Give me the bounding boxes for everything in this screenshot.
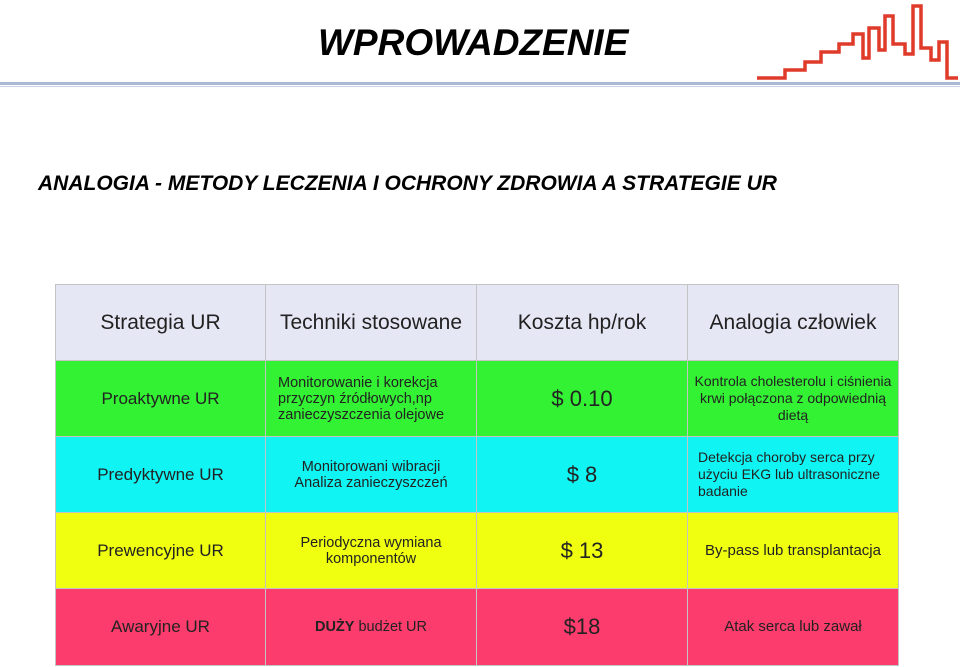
header-analogy: Analogia człowiek	[688, 285, 899, 361]
header-divider	[0, 82, 960, 85]
techniques-line: Monitorowani wibracji	[301, 458, 441, 475]
cell-analogy: Detekcja choroby serca przy użyciu EKG lub ultrasoniczne badanie	[688, 437, 899, 513]
cell-analogy: Atak serca lub zawał	[688, 589, 899, 666]
cell-techniques: Monitorowanie i korekcja przyczyn źródłowych,np zanieczyszczenia olejowe	[266, 361, 477, 437]
cell-cost: $ 8	[477, 437, 688, 513]
table-row	[56, 589, 899, 666]
section-subtitle: ANALOGIA - METODY LECZENIA I OCHRONY ZDROWIA A STRATEGIE UR	[38, 172, 777, 195]
header-cost: Koszta hp/rok	[477, 285, 688, 361]
table-row	[56, 361, 899, 437]
table-row	[56, 437, 899, 513]
cell-cost: $ 0.10	[477, 361, 688, 437]
budget-text: budżet UR	[354, 619, 428, 635]
header-divider-thin	[0, 86, 960, 87]
cell-techniques	[266, 437, 477, 513]
header-strategy: Strategia UR	[56, 285, 266, 361]
cell-analogy: Kontrola cholesterolu i ciśnienia krwi połączona z odpowiednią dietą	[688, 361, 899, 437]
table-row	[56, 513, 899, 589]
cell-analogy: By-pass lub transplantacja	[688, 513, 899, 589]
table-header-row	[56, 285, 899, 361]
factory-skyline-icon	[755, 0, 960, 90]
strategy-table	[55, 284, 899, 666]
cell-techniques: Periodyczna wymiana komponentów	[266, 513, 477, 589]
cell-strategy: Prewencyjne UR	[56, 513, 266, 589]
cell-cost: $ 13	[477, 513, 688, 589]
cell-strategy: Predyktywne UR	[56, 437, 266, 513]
cell-techniques	[266, 589, 477, 666]
header-techniques: Techniki stosowane	[266, 285, 477, 361]
cell-cost: $18	[477, 589, 688, 666]
page-title: WPROWADZENIE	[318, 22, 629, 63]
cell-strategy: Awaryjne UR	[56, 589, 266, 666]
budget-emphasis: DUŻY	[314, 619, 355, 635]
techniques-line: Analiza zanieczyszczeń	[294, 474, 448, 491]
cell-strategy: Proaktywne UR	[56, 361, 266, 437]
